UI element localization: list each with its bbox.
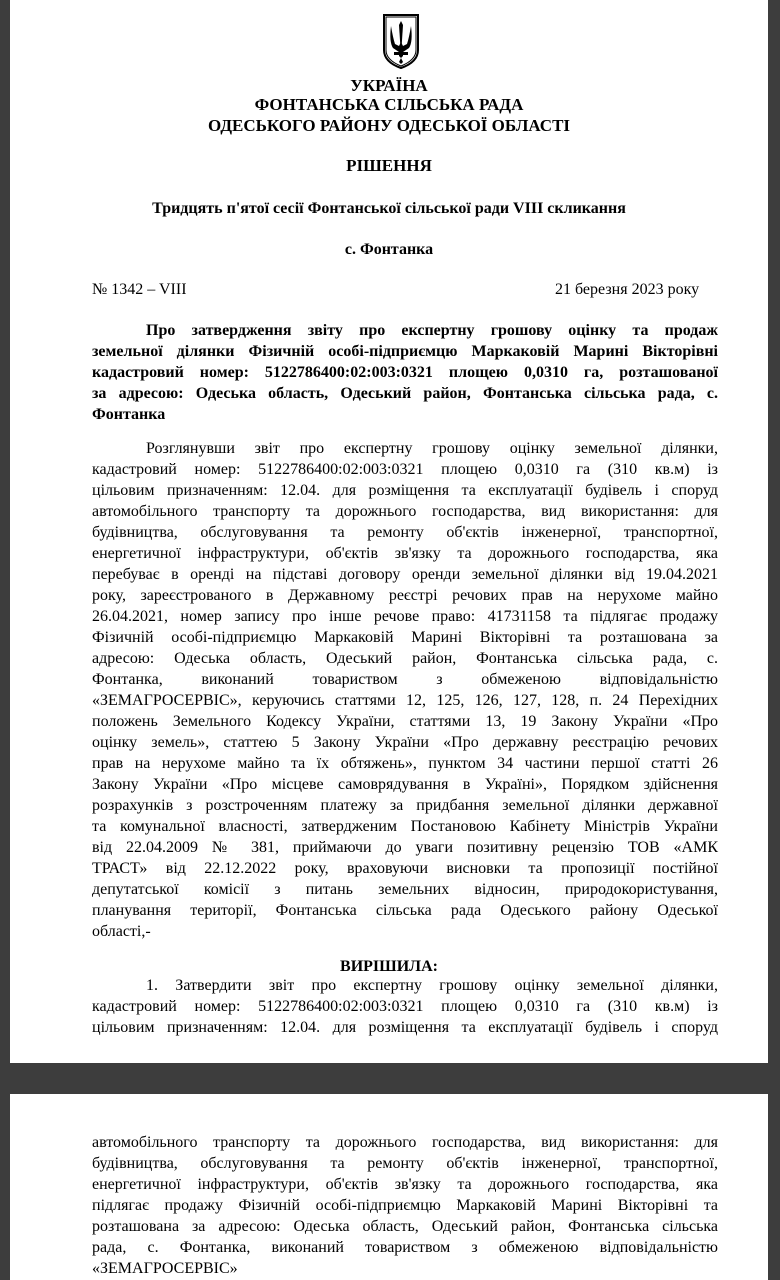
document-type-heading: РІШЕННЯ: [346, 156, 432, 175]
page2-line: «ЗЕМАГРОСЕРВІС»: [92, 1260, 238, 1277]
subject-line: Про затвердження звіту про експертну грошову оцінку та продаж: [146, 322, 718, 339]
preamble-line: 26.04.2021, номер запису про інше речове право: 41731158 та підлягає продажу: [92, 608, 718, 625]
preamble-line: прав на нерухоме майно та їх обтяжень», пунктом 34 частини першої статті 26: [92, 755, 718, 772]
trident-emblem-icon: [381, 12, 421, 70]
place-heading: с. Фонтанка: [344, 241, 434, 258]
decision-date: 21 березня 2023 року: [555, 281, 700, 298]
preamble-line: Розглянувши звіт про експертну грошову оцінку земельної ділянки,: [146, 440, 718, 457]
session-heading: Тридцять п'ятої сесії Фонтанської сільської ради VIII скликання: [152, 200, 626, 217]
preamble-line: планування території, Фонтанська сільська рада Одеського району Одеської: [92, 902, 718, 919]
decided-heading: ВИРІШИЛА:: [340, 958, 438, 975]
preamble-line: будівництва, обслуговування та ремонту об'єктів інженерної, транспортної,: [92, 524, 718, 541]
item1-line: цільовим призначенням: 12.04. для розміщення та експлуатації будівель і споруд: [92, 1019, 718, 1036]
preamble-line: розрахунків з розстроченням платежу за придбання земельної ділянки державної: [92, 797, 718, 814]
preamble-line: Закону України «Про місцеве самоврядування в Україні», Порядком здійснення: [92, 776, 718, 793]
preamble-line: адресою: Одеська область, Одеський район, Фонтанська сільська рада, с.: [92, 650, 718, 667]
page2-line: енергетичної інфраструктури, об'єктів зв'язку та дорожнього господарства, яка: [92, 1176, 718, 1193]
preamble-line: кадастровий номер: 5122786400:02:003:0321 площею 0,0310 га (310 кв.м) із: [92, 461, 718, 478]
subject-line: Фонтанка: [92, 406, 166, 423]
council-heading: ФОНТАНСЬКА СІЛЬСЬКА РАДА: [254, 95, 524, 114]
subject-line: кадастровий номер: 5122786400:02:003:0321 площею 0,0310 га, розташованої: [92, 364, 718, 381]
preamble-line: депутатської комісії з питань земельних відносин, природокористування,: [92, 881, 718, 898]
preamble-line: цільовим призначенням: 12.04. для розміщення та експлуатації будівель і споруд: [92, 482, 718, 499]
preamble-line: Фонтанка, виконаний товариством з обмеженою відповідальністю: [92, 671, 718, 688]
document-page-2: [10, 1094, 768, 1280]
preamble-line: положень Земельного Кодексу України, статтями 13, 19 Закону України «Про: [92, 713, 718, 730]
preamble-line: та комунальної власності, затвердженим Постановою Кабінету Міністрів України: [92, 818, 718, 835]
page2-line: автомобільного транспорту та дорожнього господарства, вид використання: для: [92, 1134, 718, 1151]
subject-line: земельної ділянки Фізичній особі-підприємцю Маркаковій Марині Вікторівні: [92, 343, 718, 360]
preamble-line: області,-: [92, 923, 151, 940]
decision-number: № 1342 – VIII: [92, 281, 187, 298]
preamble-line: автомобільного транспорту та дорожнього господарства, вид використання: для: [92, 503, 718, 520]
preamble-line: енергетичної інфраструктури, об'єктів зв'язку та дорожнього господарства, яка: [92, 545, 718, 562]
page2-line: підлягає продажу Фізичній особі-підприємцю Маркаковій Марині Вікторівні та: [92, 1197, 718, 1214]
preamble-line: «ЗЕМАГРОСЕРВІС», керуючись статтями 12, 125, 126, 127, 128, п. 24 Перехідних: [92, 692, 718, 709]
preamble-line: Фізичній особі-підприємцю Маркаковій Марині Вікторівні та розташована за: [92, 629, 718, 646]
preamble-line: від 22.04.2009 № 381, приймаючи до уваги позитивну рецензію ТОВ «АМК: [92, 839, 718, 856]
preamble-line: ТРАСТ» від 22.12.2022 року, враховуючи висновки та пропозиції постійної: [92, 860, 718, 877]
page2-line: будівництва, обслуговування та ремонту об'єктів інженерної, транспортної,: [92, 1155, 718, 1172]
subject-line: за адресою: Одеська область, Одеський район, Фонтанська сільська рада, с.: [92, 385, 718, 402]
page2-line: рада, с. Фонтанка, виконаний товариством з обмеженою відповідальністю: [92, 1239, 718, 1256]
preamble-line: оцінку земель», статтею 5 Закону України «Про державну реєстрацію речових: [92, 734, 718, 751]
item1-line: 1. Затвердити звіт про експертну грошову оцінку земельної ділянки,: [146, 977, 718, 994]
document-page-1: [10, 0, 768, 1063]
preamble-line: року, зареєстрованого в Державному реєстрі речових прав на нерухоме майно: [92, 587, 718, 604]
page2-line: розташована за адресою: Одеська область, Одеський район, Фонтанська сільська: [92, 1218, 718, 1235]
item1-line: кадастровий номер: 5122786400:02:003:0321 площею 0,0310 га (310 кв.м) із: [92, 998, 718, 1015]
country-heading: УКРАЇНА: [350, 76, 428, 95]
district-heading: ОДЕСЬКОГО РАЙОНУ ОДЕСЬКОЇ ОБЛАСТІ: [207, 116, 571, 135]
preamble-line: перебуває в оренді на підставі договору оренди земельної ділянки від 19.04.2021: [92, 566, 718, 583]
